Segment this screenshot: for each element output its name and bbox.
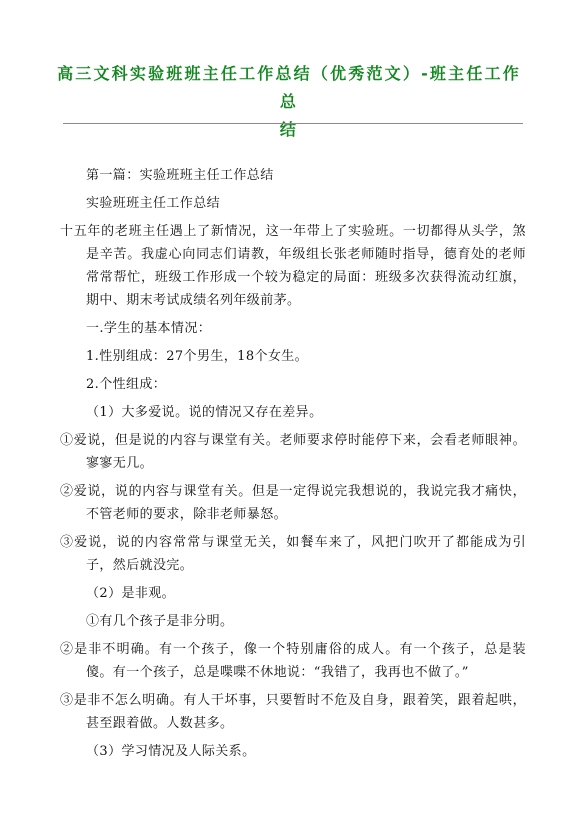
point-talk-3: ③爱说，说的内容常常与课堂无关，如餐车来了，风把门吹开了都能成为引子，然后就没完。 [60, 535, 526, 573]
point-judgement-1: ①有几个孩子是非分明。 [86, 614, 234, 629]
point-judgement-2: ②是非不明确。有一个孩子，像一个特别庸俗的成人。有一个孩子，总是装傻。有一个孩子，总是喋喋不休地说：“我错了，我再也不做了。” [60, 642, 526, 680]
list-item-personality: 2.个性组成： [86, 377, 167, 392]
document-body [60, 164, 526, 768]
point-judgement-3: ③是非不怎么明确。有人干坏事，只要暂时不危及自身，跟着笑，跟着起哄，甚至跟着做。人数甚多。 [60, 693, 526, 731]
title-line-1: 高三文科实验班班主任工作总结（优秀范文）-班主任工作总 [57, 64, 521, 111]
point-talk-1: ①爱说，但是说的内容与课堂有关。老师要求停时能停下来，会看老师眼神。寥寥无几。 [60, 433, 526, 471]
list-item-gender: 1.性别组成：27个男生，18个女生。 [86, 349, 309, 364]
sub-item-study-relations: （3）学习情况及人际关系。 [86, 744, 256, 759]
subsection-heading: 实验班班主任工作总结 [86, 196, 221, 211]
section-heading: 第一篇：实验班班主任工作总结 [86, 168, 274, 183]
title-divider [63, 123, 523, 124]
sub-item-right-wrong: （2）是非观。 [86, 586, 176, 601]
paragraph-intro: 十五年的老班主任遇上了新情况，这一年带上了实验班。一切都得从头学，煞是辛苦。我虚心向同志们请教，年级组长张老师随时指导，德育处的老师常常帮忙，班级工作形成一个较为稳定的局面：班级多次获得流动红旗，期中、期末考试成绩名列年级前茅。 [60, 224, 526, 308]
sub-item-talkative: （1）大多爱说。说的情况又存在差异。 [86, 405, 323, 420]
document-title [48, 60, 530, 144]
point-talk-2: ②爱说，说的内容与课堂有关。但是一定得说完我想说的，我说完我才痛快，不管老师的要求，除非老师暴怒。 [60, 484, 526, 522]
title-line-2: 结 [279, 120, 299, 139]
heading-student-situation: 一.学生的基本情况： [86, 321, 212, 336]
